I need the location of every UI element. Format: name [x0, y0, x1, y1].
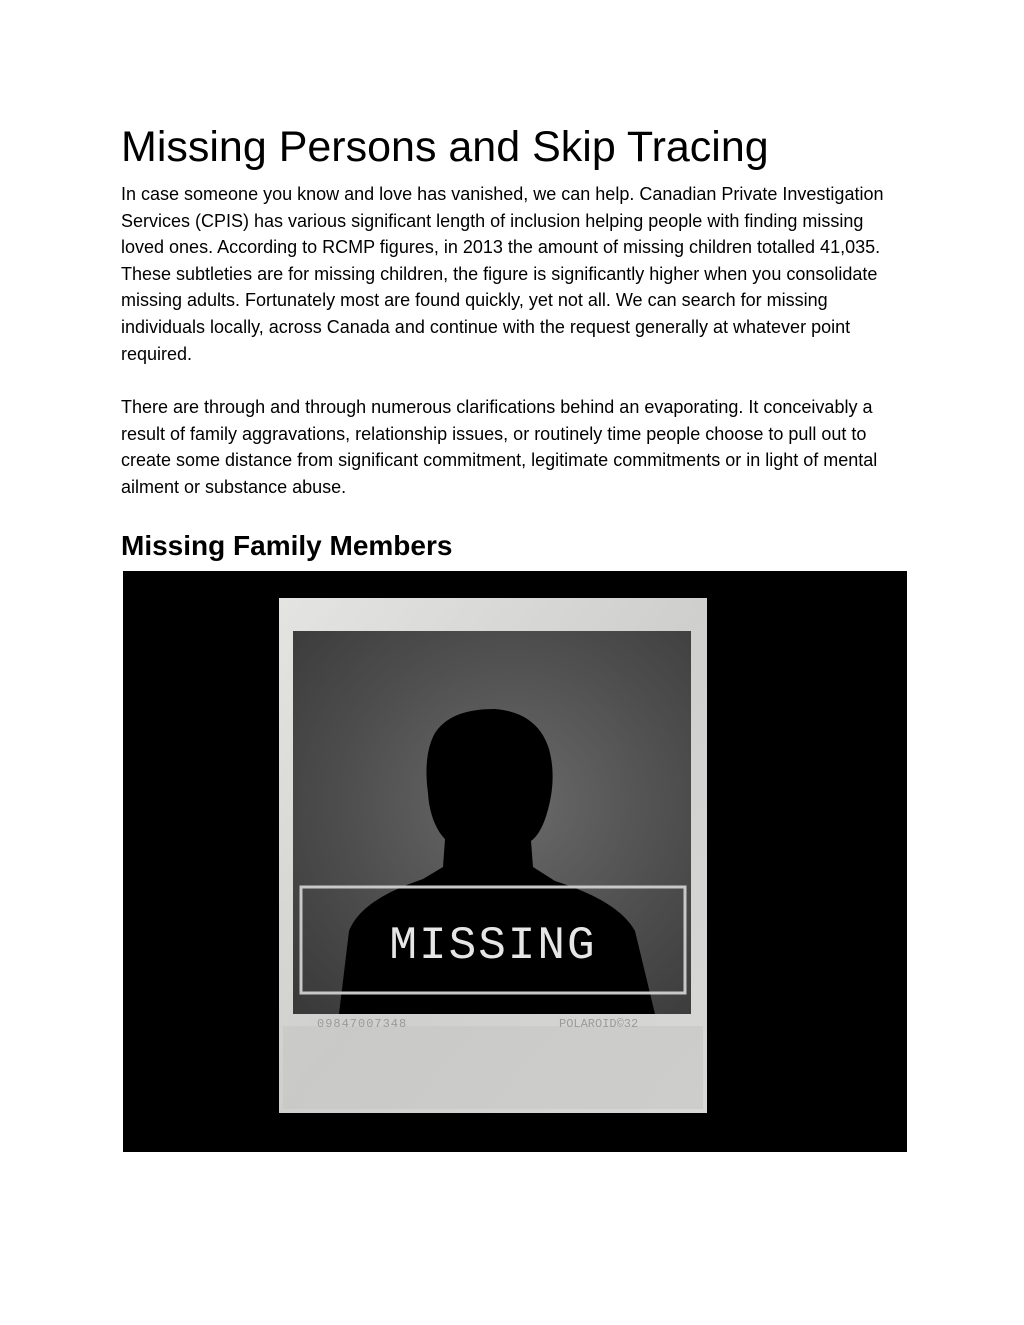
film-number: 09847007348 — [317, 1017, 408, 1031]
intro-paragraph: In case someone you know and love has vanished, we can help. Canadian Private Investigation Services (CPIS) has various significant length of inclusion helping people with finding missing loved ones. According to RCMP figures, in 2013 the amount of missing children totalled 41,035. These subtleties are for missing children, the figure is significantly higher when you consolidate missing adults. Fortunately most are found quickly, yet not all. We can search for missing individuals locally, across Canada and continue with the request generally at whatever point required. — [121, 184, 884, 364]
reasons-paragraph: There are through and through numerous clarifications behind an evaporating. It conceivably a result of family aggravations, relationship issues, or routinely time people choose to pull out to create some distance from significant commitment, legitimate commitments or in light of mental ailment or substance abuse. — [121, 397, 878, 497]
polaroid-frame-bottom-wear — [283, 1026, 703, 1109]
missing-person-image — [123, 571, 907, 1152]
section-heading: Missing Family Members — [121, 530, 453, 561]
film-brand: POLAROID©32 — [559, 1017, 639, 1031]
missing-label: MISSING — [389, 920, 597, 972]
page-title: Missing Persons and Skip Tracing — [121, 123, 769, 171]
